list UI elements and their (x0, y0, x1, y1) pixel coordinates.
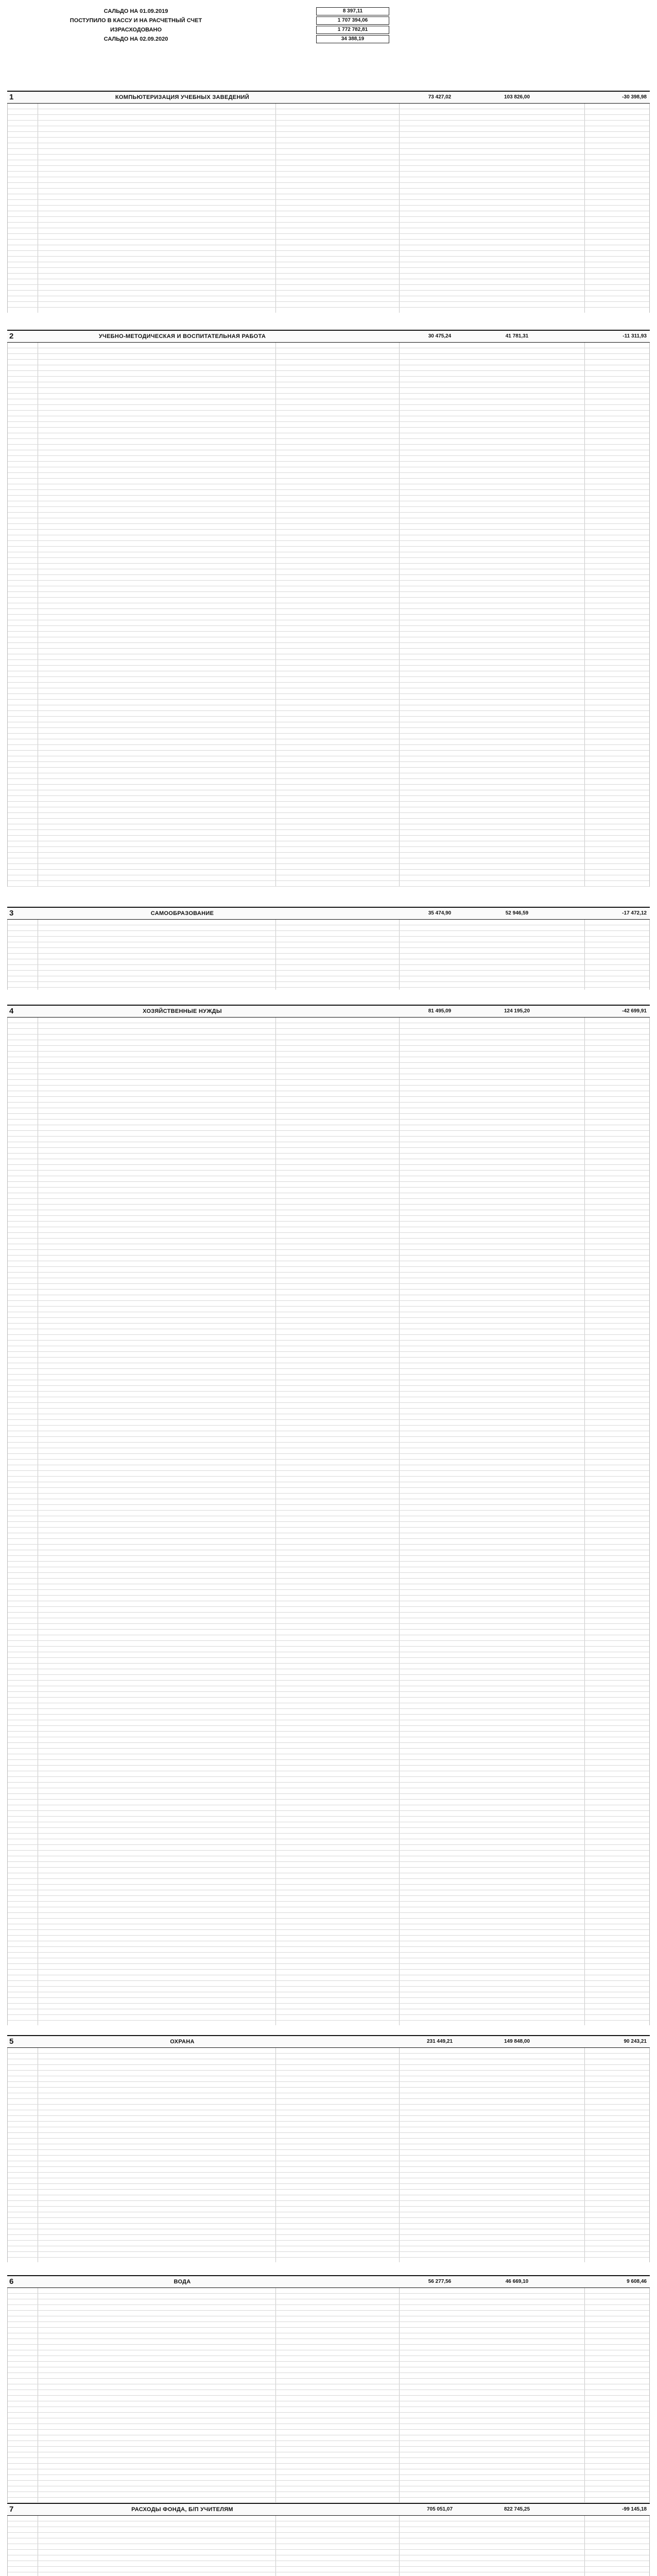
section-7 (7, 2503, 650, 2576)
section-number: 2 (9, 332, 14, 341)
section-title: ВОДА (174, 2279, 191, 2285)
section-5 (7, 2035, 650, 2262)
section-number: 6 (9, 2277, 14, 2286)
spent-value: 1 772 782,81 (316, 26, 389, 34)
section-total-income: 81 495,09 (428, 1008, 452, 1014)
section-title: РАСХОДЫ ФОНДА, Б/П УЧИТЕЛЯМ (131, 2506, 233, 2513)
ledger-sheet (7, 0, 650, 2576)
section-number: 4 (9, 1007, 14, 1015)
section-total-balance: 90 243,21 (624, 2039, 647, 2044)
section-total-balance: -30 398,98 (622, 94, 647, 100)
section-total-spent: 124 195,20 (504, 1008, 530, 1014)
section-total-balance: 9 608,46 (627, 2279, 647, 2284)
section-rows (7, 920, 650, 990)
received-label: ПОСТУПИЛО В КАССУ И НА РАСЧЕТНЫЙ СЧЕТ (70, 18, 202, 24)
section-title: САМООБРАЗОВАНИЕ (150, 910, 214, 917)
section-4 (7, 1005, 650, 2025)
opening-balance-label: САЛЬДО НА 01.09.2019 (103, 8, 168, 14)
section-total-balance: -11 311,93 (623, 333, 647, 339)
section-rows (7, 2048, 650, 2262)
section-title-row (7, 907, 650, 920)
section-title: ХОЗЯЙСТВЕННЫЕ НУЖДЫ (143, 1008, 222, 1014)
section-total-spent: 103 826,00 (504, 94, 530, 100)
closing-balance-label: САЛЬДО НА 02.09.2020 (103, 36, 168, 42)
section-number: 3 (9, 909, 14, 918)
section-total-balance: -17 472,12 (622, 910, 647, 916)
section-rows (7, 343, 650, 887)
section-rows (7, 1018, 650, 2025)
section-3 (7, 907, 650, 989)
section-total-spent: 149 848,00 (504, 2039, 530, 2044)
section-total-income: 231 449,21 (426, 2039, 453, 2044)
balance-header (7, 4, 650, 81)
section-title-row (7, 2503, 650, 2516)
closing-balance-value: 34 388,19 (316, 35, 389, 43)
section-title: УЧЕБНО-МЕТОДИЧЕСКАЯ И ВОСПИТАТЕЛЬНАЯ РАБОТА (98, 333, 266, 340)
opening-balance-value: 8 397,11 (316, 7, 389, 15)
section-rows (7, 104, 650, 313)
section-rows (7, 2288, 650, 2502)
section-total-income: 705 051,07 (426, 2506, 453, 2512)
section-number: 7 (9, 2505, 14, 2514)
section-title-row (7, 91, 650, 104)
section-total-spent: 52 946,59 (505, 910, 529, 916)
spent-label: ИЗРАСХОДОВАНО (110, 27, 162, 33)
section-title-row (7, 1005, 650, 1018)
section-total-income: 35 474,90 (428, 910, 452, 916)
section-total-income: 30 475,24 (428, 333, 452, 339)
section-total-balance: -42 699,91 (622, 1008, 647, 1014)
section-total-spent: 41 781,31 (505, 333, 529, 339)
section-title: КОМПЬЮТЕРИЗАЦИЯ УЧЕБНЫХ ЗАВЕДЕНИЙ (115, 94, 250, 100)
section-total-income: 56 277,56 (428, 2279, 452, 2284)
section-2 (7, 330, 650, 886)
section-title-row (7, 2035, 650, 2048)
section-title-row (7, 330, 650, 343)
section-total-spent: 46 669,10 (505, 2279, 529, 2284)
received-value: 1 707 394,06 (316, 16, 389, 25)
section-6 (7, 2275, 650, 2502)
section-title: ОХРАНА (170, 2039, 195, 2045)
section-total-balance: -99 145,18 (622, 2506, 647, 2512)
section-total-spent: 822 745,25 (504, 2506, 530, 2512)
section-total-income: 73 427,02 (428, 94, 452, 100)
section-number: 5 (9, 2037, 14, 2046)
section-1 (7, 91, 650, 312)
section-rows (7, 2516, 650, 2576)
section-title-row (7, 2275, 650, 2288)
section-number: 1 (9, 93, 14, 101)
